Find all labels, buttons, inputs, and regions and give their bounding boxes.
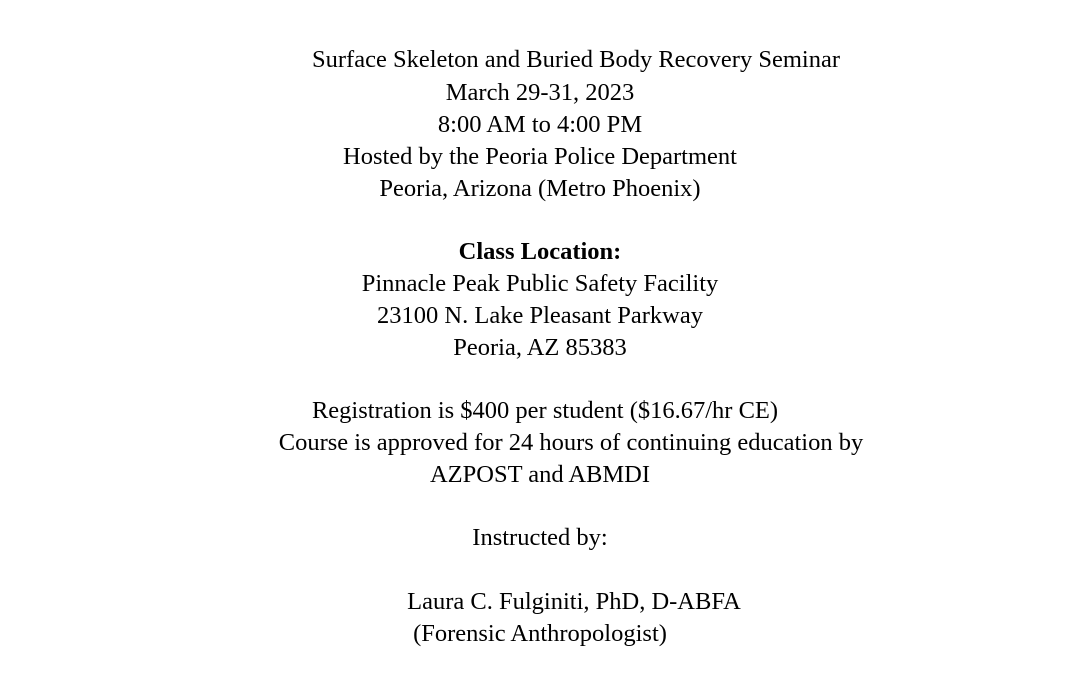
instructed-by-heading: Instructed by:: [472, 524, 608, 551]
seminar-hours: 8:00 AM to 4:00 PM: [437, 111, 643, 138]
seminar-host: Hosted by the Peoria Police Department: [343, 143, 737, 170]
facility-city-zip: Peoria, AZ 85383: [453, 334, 627, 361]
facility-street: 23100 N. Lake Pleasant Parkway: [377, 302, 703, 329]
facility-name: Pinnacle Peak Public Safety Facility: [361, 270, 719, 297]
instructor-name: Laura C. Fulginiti, PhD, D-ABFA: [407, 588, 741, 615]
instructor-role: (Forensic Anthropologist): [413, 620, 667, 647]
registration-fee: Registration is $400 per student ($16.67/hr CE): [311, 397, 779, 424]
seminar-city: Peoria, Arizona (Metro Phoenix): [379, 175, 701, 202]
seminar-title: Surface Skeleton and Buried Body Recovery Seminar: [312, 46, 840, 73]
approval-agencies: AZPOST and ABMDI: [429, 461, 651, 488]
class-location-heading: Class Location:: [458, 238, 622, 265]
approval-text: Course is approved for 24 hours of continuing education by: [278, 429, 864, 456]
seminar-dates: March 29-31, 2023: [445, 79, 635, 106]
